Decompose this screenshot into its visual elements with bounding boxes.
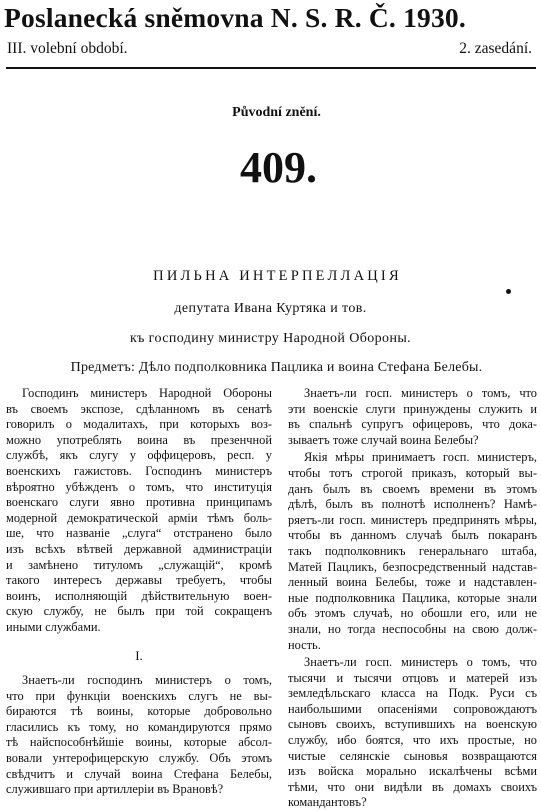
text-line: тысячи и тысячи отцовъ и матерей изъ: [288, 670, 537, 685]
text-line: свѣдчитъ и случай воина Стефана Белебы,: [6, 766, 272, 781]
text-line: въ своемъ экспозе, сдѣланномъ въ сенатѣ: [6, 401, 272, 416]
text-line: такъ подполковникъ генеральнаго штаба,: [288, 543, 537, 558]
text-line: военскаго слуги явно противна принципамъ: [6, 495, 272, 510]
original-text-label: Původní znění.: [232, 105, 321, 120]
text-line: чистые селянскiе сыновья возвращаются: [288, 748, 537, 763]
interpellation-heading: ПИЛЬНА ИНТЕРПЕЛЛАЦIЯ: [153, 268, 402, 284]
intro-paragraph: [6, 386, 272, 636]
text-line: что при функцiи военскихъ слугъ не вы-: [6, 688, 272, 703]
right-paragraph: [288, 655, 537, 811]
text-line: командантовъ?: [288, 795, 367, 810]
text-line: службу, ибо боятся, что ихъ простые, но: [288, 733, 537, 748]
text-line: чтобы въ данномъ случаѣ былъ покаранъ: [288, 528, 537, 543]
text-line: изъ всѣхъ вѣтвей державной администрацiи: [6, 541, 272, 556]
text-line: такого интересъ державы требуетъ, чтобы: [6, 573, 272, 588]
ink-dot: [506, 289, 511, 294]
text-line: данъ былъ въ своемъ времени въ этомъ: [288, 481, 537, 496]
text-line: гласились къ тому, но командируются прямо: [6, 719, 272, 734]
text-line: Матей Пацликъ, безпосредственный надстав-: [288, 559, 537, 574]
text-line: объ этомъ случаѣ, но обошли его, или не: [288, 606, 537, 621]
right-column: [288, 386, 537, 811]
text-line: тѣ найспособнѣйшiе воины, которые абсол-: [6, 735, 272, 750]
text-line: зываетъ тоже случай воина Белебы?: [288, 432, 479, 447]
text-line: говорилъ о модалитахъ, при которыхъ воз-: [6, 417, 272, 432]
text-line: знали, но тогда неспособны на свою долж-: [288, 621, 537, 636]
right-paragraph: [288, 386, 537, 448]
text-line: вовали унтерофицерскую службу. Объ этомъ: [6, 751, 272, 766]
section-paragraph: [6, 673, 272, 798]
text-line: служившаго при артиллерiи въ Врановѣ?: [6, 782, 224, 797]
document-number: 409.: [240, 143, 317, 192]
text-line: Господинъ министеръ Народной Обороны: [22, 386, 272, 400]
text-line: изъ войска морально искалѣчены всѣми: [288, 764, 537, 779]
text-line: иными службами.: [6, 619, 101, 634]
text-line: дѣлѣ, былъ въ полнотѣ исполненъ? Намѣ-: [288, 497, 537, 512]
text-line: можно употреблять воина въ презенчной: [6, 432, 272, 447]
text-line: сыновъ своихъ, вступившихъ на военскую: [288, 717, 537, 732]
text-line: чтобы тотъ строгой приказъ, который вы-: [288, 465, 537, 480]
right-paragraph: [288, 450, 537, 653]
text-line: скую службу, не былъ при той сокращенъ: [6, 604, 272, 619]
text-line: ше, что названiе „слуга“ отстранено было: [6, 526, 272, 541]
text-line: эти военскiе слуги принуждены служить и: [288, 401, 537, 416]
parliament-title: Poslanecká sněmovna N. S. R. Č. 1930.: [4, 2, 466, 33]
text-line: Знаетъ-ли госп. министеръ о томъ, что: [304, 655, 537, 670]
text-line: ные подполковника Пацлика, которые знали: [288, 590, 537, 605]
text-line: ленный воина Белебы, тоже и надставлен-: [288, 575, 537, 590]
session-number: 2. zasedání.: [459, 40, 532, 57]
text-line: военскихъ гажистовъ. Господинъ министеръ: [6, 463, 272, 478]
interpellation-subject: Предметъ: Дѣло подполковника Пацлика и воина Стефана Белебы.: [70, 360, 483, 375]
electoral-period: III. volební období.: [7, 40, 128, 57]
text-line: бираются тѣ воины, которые добровольно: [6, 704, 272, 719]
left-column: [6, 386, 272, 798]
text-line: модерной демократической армiи тѣмъ боль-: [6, 510, 272, 525]
interpellation-by-line: депутата Ивана Куртяка и тов.: [174, 301, 367, 316]
text-line: въ спальнѣ супругъ офицеровъ, что дока-: [288, 417, 537, 432]
text-line: вѣроятно убѣжденъ о томъ, что институцiя: [6, 479, 272, 494]
text-line: Знаетъ-ли господинъ министеръ о томъ,: [22, 673, 272, 688]
text-line: наибольшими опасенiями сопровождаютъ: [288, 701, 537, 716]
text-line: ность.: [288, 637, 321, 652]
text-line: и замѣнено титуломъ „служащiй“, кромѣ: [6, 557, 272, 572]
text-line: тѣми, что они видѣли въ домахъ своихъ: [288, 779, 537, 794]
text-line: службѣ, якъ слугу у оффицеровъ, респ. у: [6, 448, 272, 463]
text-line: Знаетъ-ли госп. министеръ о томъ, что: [304, 386, 537, 400]
text-line: земледѣльскаго класса на Подк. Руси съ: [288, 686, 537, 701]
section-numeral: I.: [135, 647, 143, 663]
text-line: ряетъ-ли госп. министеръ предпринять мѣры,: [288, 512, 537, 527]
text-line: воинъ, исполняющiй дѣйствительную воен-: [6, 588, 272, 603]
header-divider: [6, 67, 536, 69]
text-line: Якiя мѣры принимаетъ госп. министеръ,: [304, 450, 537, 465]
interpellation-to-line: къ господину министру Народной Обороны.: [129, 331, 412, 346]
